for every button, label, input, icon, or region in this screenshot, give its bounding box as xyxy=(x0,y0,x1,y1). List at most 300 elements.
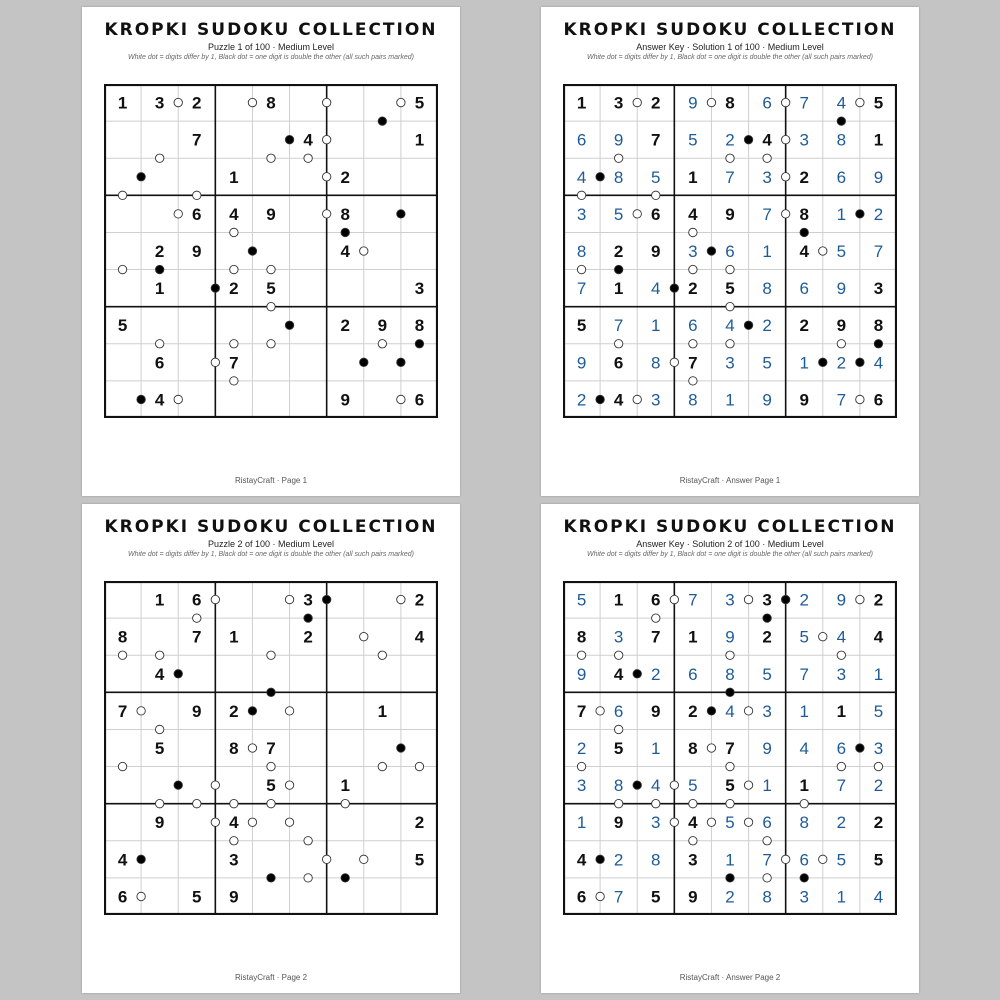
given-digit: 1 xyxy=(377,701,388,721)
given-digit: 2 xyxy=(688,279,698,299)
given-digit: 1 xyxy=(613,279,624,299)
solution-digit: 3 xyxy=(799,130,809,150)
given-digit: 1 xyxy=(154,279,165,299)
solution-digit: 2 xyxy=(725,130,735,150)
white-dot xyxy=(726,799,734,807)
white-dot xyxy=(781,855,789,863)
solution-digit: 4 xyxy=(651,279,661,299)
given-digit: 1 xyxy=(613,590,624,610)
white-dot xyxy=(689,340,697,348)
solution-digit: 8 xyxy=(799,813,809,833)
white-dot xyxy=(322,135,330,143)
solution-digit: 7 xyxy=(873,242,884,261)
given-digit: 6 xyxy=(576,887,587,907)
black-dot xyxy=(285,321,293,329)
grid-svg xyxy=(563,84,897,418)
white-dot xyxy=(837,340,845,348)
given-digit: 7 xyxy=(725,739,735,758)
white-dot xyxy=(652,191,660,199)
white-dot xyxy=(174,210,182,218)
black-dot xyxy=(211,284,219,292)
given-digit: 4 xyxy=(576,850,587,870)
black-dot xyxy=(874,340,882,348)
solution-digit: 2 xyxy=(762,316,772,336)
given-digit: 3 xyxy=(154,93,165,113)
puzzle-page-2 xyxy=(82,504,460,993)
white-dot xyxy=(304,837,312,845)
page-footer: RistayCraft · Page 1 xyxy=(234,476,308,485)
black-dot xyxy=(137,173,145,181)
solution-digit: 6 xyxy=(576,130,587,150)
solution-digit: 2 xyxy=(836,813,847,833)
given-digit: 3 xyxy=(414,279,425,299)
solution-digit: 2 xyxy=(613,850,624,870)
given-digit: 2 xyxy=(303,627,313,647)
black-dot xyxy=(596,855,604,863)
given-digit: 4 xyxy=(762,130,772,150)
sudoku-grid xyxy=(104,84,438,418)
white-dot xyxy=(248,744,256,752)
white-dot xyxy=(707,744,715,752)
white-dot xyxy=(378,340,386,348)
black-dot xyxy=(378,117,386,125)
solution-digit: 1 xyxy=(651,316,661,336)
given-digit: 5 xyxy=(873,850,884,870)
sudoku-grid xyxy=(563,581,897,915)
given-digit: 2 xyxy=(799,167,809,187)
solution-digit: 6 xyxy=(725,242,735,261)
solution-digit: 7 xyxy=(799,93,809,113)
given-digit: 2 xyxy=(414,590,425,610)
white-dot xyxy=(707,818,715,826)
solution-digit: 5 xyxy=(688,130,698,150)
solution-digit: 4 xyxy=(836,627,847,647)
solution-digit: 5 xyxy=(873,701,884,721)
white-dot xyxy=(781,135,789,143)
white-dot xyxy=(230,340,238,348)
given-digit: 8 xyxy=(576,627,587,647)
given-digit: 9 xyxy=(377,316,388,336)
black-dot xyxy=(707,707,715,715)
given-digit: 5 xyxy=(651,887,661,907)
white-dot xyxy=(360,247,368,255)
white-dot xyxy=(670,818,678,826)
solution-digit: 5 xyxy=(762,664,772,684)
solution-digit: 7 xyxy=(799,664,809,684)
solution-digit: 1 xyxy=(762,242,772,261)
white-dot xyxy=(707,98,715,106)
given-digit: 8 xyxy=(340,204,350,224)
rules-text: White dot = digits differ by 1, Black dot = one digit is double the other (all such pairs marked) xyxy=(128,54,414,61)
solution-digit: 2 xyxy=(873,204,884,224)
white-dot xyxy=(614,799,622,807)
given-digit: 8 xyxy=(414,316,425,336)
rules-text: White dot = digits differ by 1, Black dot = one digit is double the other (all such pairs marked) xyxy=(587,54,873,61)
page-title: KROPKI SUDOKU COLLECTION xyxy=(563,517,897,537)
white-dot xyxy=(596,892,604,900)
given-digit: 7 xyxy=(688,353,698,373)
solution-digit: 2 xyxy=(873,776,884,796)
given-digit: 7 xyxy=(192,627,202,647)
given-digit: 9 xyxy=(340,390,350,410)
white-dot xyxy=(155,154,163,162)
given-digit: 2 xyxy=(651,93,661,113)
solution-digit: 8 xyxy=(725,664,735,684)
solution-digit: 3 xyxy=(576,204,587,224)
solution-digit: 4 xyxy=(799,739,809,758)
white-dot xyxy=(633,395,641,403)
solution-digit: 5 xyxy=(576,590,587,610)
given-digit: 8 xyxy=(725,93,735,113)
white-dot xyxy=(285,707,293,715)
black-dot xyxy=(267,688,275,696)
black-dot xyxy=(819,358,827,366)
white-dot xyxy=(211,818,219,826)
black-dot xyxy=(633,670,641,678)
solution-digit: 8 xyxy=(836,130,847,150)
white-dot xyxy=(322,98,330,106)
white-dot xyxy=(267,154,275,162)
rules-text: White dot = digits differ by 1, Black dot = one digit is double the other (all such pairs marked) xyxy=(128,551,414,558)
given-digit: 6 xyxy=(613,353,624,373)
white-dot xyxy=(285,781,293,789)
given-digit: 8 xyxy=(799,204,809,224)
white-dot xyxy=(726,651,734,659)
white-dot xyxy=(155,651,163,659)
given-digit: 1 xyxy=(414,130,425,150)
black-dot xyxy=(670,284,678,292)
black-dot xyxy=(341,874,349,882)
black-dot xyxy=(415,340,423,348)
given-digit: 5 xyxy=(414,93,425,113)
given-digit: 3 xyxy=(613,93,624,113)
solution-digit: 7 xyxy=(762,204,772,224)
given-digit: 5 xyxy=(414,850,425,870)
black-dot xyxy=(633,781,641,789)
solution-digit: 4 xyxy=(836,93,847,113)
given-digit: 9 xyxy=(836,316,847,336)
given-digit: 3 xyxy=(762,590,772,610)
given-digit: 1 xyxy=(836,701,847,721)
given-digit: 7 xyxy=(192,130,202,150)
given-digit: 8 xyxy=(117,627,128,647)
given-digit: 6 xyxy=(873,390,884,410)
white-dot xyxy=(633,210,641,218)
grid-svg xyxy=(563,581,897,915)
white-dot xyxy=(614,340,622,348)
given-digit: 2 xyxy=(762,627,772,647)
white-dot xyxy=(633,98,641,106)
given-digit: 9 xyxy=(688,887,698,907)
white-dot xyxy=(378,762,386,770)
white-dot xyxy=(267,340,275,348)
white-dot xyxy=(763,837,771,845)
given-digit: 7 xyxy=(266,739,276,758)
page-subtitle: Answer Key · Solution 2 of 100 · Medium Level xyxy=(636,539,824,549)
black-dot xyxy=(285,135,293,143)
white-dot xyxy=(856,395,864,403)
given-digit: 1 xyxy=(688,167,698,187)
given-digit: 2 xyxy=(229,279,239,299)
solution-digit: 1 xyxy=(576,813,587,833)
white-dot xyxy=(211,781,219,789)
solution-digit: 9 xyxy=(688,93,698,113)
solution-digit: 3 xyxy=(762,167,772,187)
given-digit: 1 xyxy=(340,776,350,796)
white-dot xyxy=(856,98,864,106)
given-digit: 7 xyxy=(651,130,661,150)
black-dot xyxy=(781,595,789,603)
black-dot xyxy=(174,670,182,678)
solution-digit: 5 xyxy=(725,813,735,833)
white-dot xyxy=(267,265,275,273)
solution-digit: 3 xyxy=(651,390,661,410)
solution-digit: 6 xyxy=(836,167,847,187)
white-dot xyxy=(744,595,752,603)
given-digit: 6 xyxy=(117,887,128,907)
white-dot xyxy=(577,265,585,273)
given-digit: 4 xyxy=(799,242,809,261)
page-subtitle: Answer Key · Solution 1 of 100 · Medium Level xyxy=(636,42,824,52)
white-dot xyxy=(837,762,845,770)
given-digit: 4 xyxy=(340,242,350,261)
solution-digit: 3 xyxy=(725,353,735,373)
solution-digit: 5 xyxy=(613,204,624,224)
solution-digit: 1 xyxy=(725,850,735,870)
white-dot xyxy=(230,837,238,845)
page-subtitle: Puzzle 2 of 100 · Medium Level xyxy=(207,539,335,549)
solution-digit: 7 xyxy=(725,167,735,187)
given-digit: 5 xyxy=(725,776,735,796)
white-dot xyxy=(118,651,126,659)
white-dot xyxy=(726,302,734,310)
black-dot xyxy=(248,247,256,255)
black-dot xyxy=(397,358,405,366)
given-digit: 3 xyxy=(688,850,698,870)
solution-digit: 7 xyxy=(836,776,847,796)
white-dot xyxy=(781,210,789,218)
black-dot xyxy=(707,247,715,255)
solution-digit: 8 xyxy=(762,887,772,907)
white-dot xyxy=(174,98,182,106)
page-title: KROPKI SUDOKU COLLECTION xyxy=(563,20,897,40)
given-digit: 7 xyxy=(651,627,661,647)
given-digit: 4 xyxy=(229,204,239,224)
white-dot xyxy=(341,799,349,807)
white-dot xyxy=(819,632,827,640)
solution-digit: 9 xyxy=(576,353,587,373)
given-digit: 2 xyxy=(154,242,165,261)
given-digit: 5 xyxy=(576,316,587,336)
given-digit: 5 xyxy=(117,316,128,336)
white-dot xyxy=(577,191,585,199)
white-dot xyxy=(614,725,622,733)
white-dot xyxy=(285,595,293,603)
black-dot xyxy=(837,117,845,125)
solution-digit: 3 xyxy=(725,590,735,610)
solution-digit: 8 xyxy=(651,850,661,870)
white-dot xyxy=(211,358,219,366)
white-dot xyxy=(378,651,386,659)
white-dot xyxy=(322,210,330,218)
black-dot xyxy=(155,265,163,273)
page-footer: RistayCraft · Answer Page 1 xyxy=(679,476,781,485)
white-dot xyxy=(670,595,678,603)
given-digit: 7 xyxy=(229,353,239,373)
white-dot xyxy=(689,265,697,273)
given-digit: 1 xyxy=(688,627,698,647)
solution-digit: 1 xyxy=(725,390,735,410)
given-digit: 6 xyxy=(651,590,661,610)
white-dot xyxy=(800,799,808,807)
white-dot xyxy=(652,614,660,622)
solution-digit: 6 xyxy=(762,813,772,833)
solution-digit: 3 xyxy=(873,739,884,758)
grid-svg xyxy=(104,84,438,418)
given-digit: 2 xyxy=(799,316,809,336)
white-dot xyxy=(267,651,275,659)
black-dot xyxy=(174,781,182,789)
solution-digit: 7 xyxy=(688,590,698,610)
black-dot xyxy=(614,265,622,273)
given-digit: 5 xyxy=(873,93,884,113)
white-dot xyxy=(155,799,163,807)
white-dot xyxy=(193,799,201,807)
black-dot xyxy=(137,395,145,403)
white-dot xyxy=(689,837,697,845)
given-digit: 4 xyxy=(303,130,313,150)
black-dot xyxy=(304,614,312,622)
given-digit: 7 xyxy=(117,701,128,721)
white-dot xyxy=(118,762,126,770)
puzzle-page-1 xyxy=(82,7,460,496)
white-dot xyxy=(819,855,827,863)
white-dot xyxy=(744,707,752,715)
solution-digit: 1 xyxy=(799,701,809,721)
white-dot xyxy=(397,98,405,106)
solution-digit: 1 xyxy=(799,353,809,373)
solution-digit: 9 xyxy=(762,739,772,758)
solution-digit: 4 xyxy=(651,776,661,796)
white-dot xyxy=(230,377,238,385)
solution-digit: 3 xyxy=(651,813,661,833)
solution-digit: 5 xyxy=(836,242,847,261)
solution-digit: 5 xyxy=(799,627,809,647)
white-dot xyxy=(726,340,734,348)
white-dot xyxy=(415,762,423,770)
solution-digit: 9 xyxy=(613,130,624,150)
solution-digit: 5 xyxy=(651,167,661,187)
black-dot xyxy=(763,614,771,622)
given-digit: 6 xyxy=(414,390,425,410)
given-digit: 9 xyxy=(799,390,809,410)
solution-digit: 6 xyxy=(762,93,772,113)
given-digit: 2 xyxy=(414,813,425,833)
answer-page-1 xyxy=(541,7,919,496)
given-digit: 5 xyxy=(725,279,735,299)
given-digit: 2 xyxy=(340,167,350,187)
solution-digit: 2 xyxy=(836,353,847,373)
given-digit: 8 xyxy=(688,739,698,758)
black-dot xyxy=(322,595,330,603)
solution-digit: 7 xyxy=(762,850,772,870)
solution-digit: 4 xyxy=(725,701,735,721)
given-digit: 9 xyxy=(725,204,735,224)
white-dot xyxy=(397,395,405,403)
solution-digit: 7 xyxy=(613,887,624,907)
white-dot xyxy=(267,302,275,310)
sudoku-grid xyxy=(104,581,438,915)
black-dot xyxy=(341,228,349,236)
white-dot xyxy=(397,595,405,603)
white-dot xyxy=(744,818,752,826)
given-digit: 3 xyxy=(229,850,239,870)
solution-digit: 4 xyxy=(873,887,884,907)
white-dot xyxy=(781,98,789,106)
black-dot xyxy=(800,228,808,236)
white-dot xyxy=(360,632,368,640)
given-digit: 6 xyxy=(192,204,202,224)
solution-digit: 1 xyxy=(836,204,847,224)
black-dot xyxy=(726,874,734,882)
given-digit: 2 xyxy=(873,813,884,833)
given-digit: 1 xyxy=(229,627,239,647)
page-title: KROPKI SUDOKU COLLECTION xyxy=(104,517,438,537)
page-footer: RistayCraft · Answer Page 2 xyxy=(679,973,781,982)
black-dot xyxy=(397,744,405,752)
given-digit: 7 xyxy=(576,701,587,721)
page-title: KROPKI SUDOKU COLLECTION xyxy=(104,20,438,40)
given-digit: 1 xyxy=(229,167,239,187)
given-digit: 2 xyxy=(340,316,350,336)
solution-digit: 9 xyxy=(836,279,847,299)
given-digit: 1 xyxy=(576,93,587,113)
given-digit: 4 xyxy=(154,664,165,684)
solution-digit: 7 xyxy=(576,279,587,299)
white-dot xyxy=(689,228,697,236)
solution-digit: 1 xyxy=(873,664,884,684)
black-dot xyxy=(856,358,864,366)
white-dot xyxy=(155,725,163,733)
answer-page-2 xyxy=(541,504,919,993)
solution-digit: 9 xyxy=(836,590,847,610)
given-digit: 3 xyxy=(873,279,884,299)
solution-digit: 6 xyxy=(688,316,698,336)
white-dot xyxy=(137,707,145,715)
given-digit: 9 xyxy=(266,204,276,224)
white-dot xyxy=(193,191,201,199)
white-dot xyxy=(726,762,734,770)
white-dot xyxy=(614,154,622,162)
solution-digit: 9 xyxy=(762,390,772,410)
white-dot xyxy=(652,799,660,807)
white-dot xyxy=(360,855,368,863)
white-dot xyxy=(614,651,622,659)
given-digit: 4 xyxy=(117,850,128,870)
white-dot xyxy=(596,707,604,715)
given-digit: 5 xyxy=(266,279,276,299)
solution-digit: 8 xyxy=(613,776,624,796)
given-digit: 4 xyxy=(154,390,165,410)
rules-text: White dot = digits differ by 1, Black dot = one digit is double the other (all such pairs marked) xyxy=(587,551,873,558)
white-dot xyxy=(763,154,771,162)
solution-digit: 2 xyxy=(725,887,735,907)
solution-digit: 3 xyxy=(799,887,809,907)
given-digit: 2 xyxy=(688,701,698,721)
black-dot xyxy=(267,874,275,882)
white-dot xyxy=(577,651,585,659)
given-digit: 5 xyxy=(266,776,276,796)
